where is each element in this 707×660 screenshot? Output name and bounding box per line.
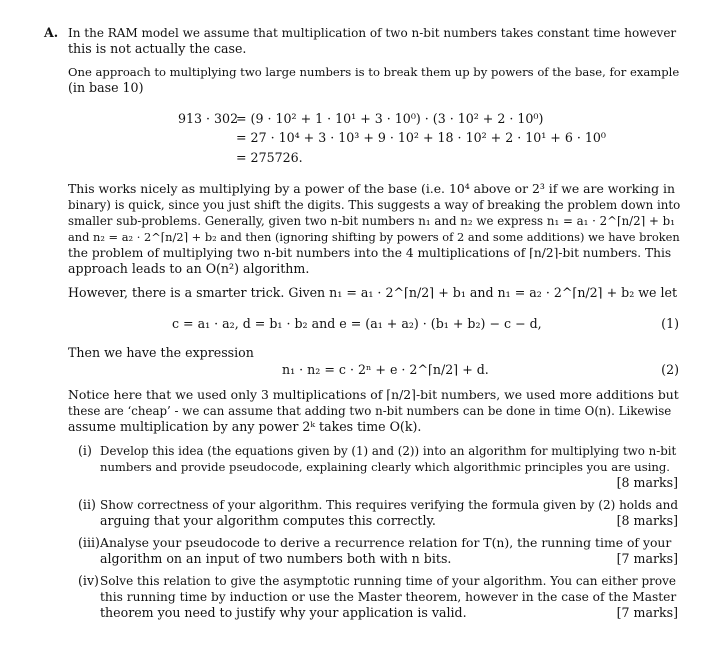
approach-line: (in base 10) <box>68 80 144 95</box>
example-line-3: = 275726. <box>236 150 303 165</box>
subquestion-label: (iii) <box>78 535 100 550</box>
subquestion-line: Show correctness of your algorithm. This requires verifying the formula given by (2) holds and <box>100 498 679 512</box>
works-line: and n₂ = a₂ · 2^⌈n/2⌉ + b₂ and then (ignoring shifting by powers of 2 and some additions) we have broken <box>68 230 680 244</box>
trick-paragraph <box>68 285 680 301</box>
approach-paragraph <box>68 64 680 96</box>
works-line: approach leads to an O(n²) algorithm. <box>68 261 310 276</box>
approach-line: One approach to multiplying two large numbers is to break them up by powers of the base, for example <box>68 65 680 79</box>
question-label: A. <box>44 25 59 40</box>
marks-label: [7 marks] <box>616 605 678 620</box>
works-line: the problem of multiplying two n-bit numbers into the 4 multiplications of ⌈n/2⌉-bit numbers. This <box>68 246 672 260</box>
equation-1-number: (1) <box>661 316 679 331</box>
intro-line: this is not actually the case. <box>68 41 247 56</box>
subquestion-label: (iv) <box>78 573 99 588</box>
equation-2-text: n₁ · n₂ = c · 2ⁿ + e · 2^⌈n/2⌉ + d. <box>282 362 489 377</box>
equation-1-text: c = a₁ · a₂, d = b₁ · b₂ and e = (a₁ + a₂) · (b₁ + b₂) − c − d, <box>172 316 542 331</box>
marks-label: [7 marks] <box>616 551 678 566</box>
subquestion-iv <box>78 573 678 621</box>
subquestion-label: (i) <box>78 443 92 458</box>
marks-label: [8 marks] <box>616 513 678 528</box>
trick-line: However, there is a smarter trick. Given n₁ = a₁ · 2^⌈n/2⌉ + b₁ and n₁ = a₂ · 2^⌈n/2⌉ + b₂ we let <box>68 285 678 300</box>
subquestion-i <box>78 443 678 491</box>
works-line: smaller sub-problems. Generally, given two n-bit numbers n₁ and n₂ we express n₁ = a₁ · 2^⌈n/2⌉ + b₁ <box>68 214 675 228</box>
marks-label: [8 marks] <box>616 475 678 490</box>
expression-label: Then we have the expression <box>68 345 254 360</box>
notice-line: assume multiplication by any power 2ᵏ takes time O(k). <box>68 419 422 434</box>
subquestion-line: theorem you need to justify why your application is valid. <box>100 605 467 620</box>
subquestion-line: Solve this relation to give the asymptotic running time of your algorithm. You can either prove <box>100 574 676 588</box>
works-line: This works nicely as multiplying by a power of the base (i.e. 10⁴ above or 2³ if we are working in <box>68 181 675 196</box>
intro-paragraph <box>68 25 680 57</box>
subquestion-line: numbers and provide pseudocode, explaining clearly which algorithmic principles you are using. <box>100 460 670 474</box>
notice-paragraph <box>68 387 680 435</box>
subquestion-ii <box>78 497 678 529</box>
subquestion-line: this running time by induction or use the Master theorem, however in the case of the Master <box>100 590 677 604</box>
subquestion-label: (ii) <box>78 497 96 512</box>
subquestion-line: algorithm on an input of two numbers both with n bits. <box>100 551 452 566</box>
subquestion-line: Analyse your pseudocode to derive a recurrence relation for T(n), the running time of your <box>100 535 672 550</box>
notice-line: these are ‘cheap’ - we can assume that adding two n-bit numbers can be done in time O(n). Likewise <box>68 404 672 418</box>
subquestion-line: Develop this idea (the equations given by (1) and (2)) into an algorithm for multiplying two n-bit <box>100 444 677 458</box>
notice-line: Notice here that we used only 3 multiplications of ⌈n/2⌉-bit numbers, we used more additions but <box>68 387 679 402</box>
subquestion-iii <box>78 535 678 567</box>
example-line-2: = 27 · 10⁴ + 3 · 10³ + 9 · 10² + 18 · 10² + 2 · 10¹ + 6 · 10⁰ <box>236 130 606 145</box>
works-line: binary) is quick, since you just shift the digits. This suggests a way of breaking the problem down into <box>68 198 681 212</box>
subquestion-list <box>78 443 678 627</box>
works-paragraph <box>68 181 680 277</box>
intro-line: In the RAM model we assume that multiplication of two n-bit numbers takes constant time however <box>68 26 677 40</box>
equation-2-number: (2) <box>661 362 679 377</box>
example-line-1: = (9 · 10² + 1 · 10¹ + 3 · 10⁰) · (3 · 10² + 2 · 10⁰) <box>236 111 544 126</box>
subquestion-line: arguing that your algorithm computes this correctly. <box>100 513 436 528</box>
example-lhs: 913 · 302 <box>178 111 239 126</box>
